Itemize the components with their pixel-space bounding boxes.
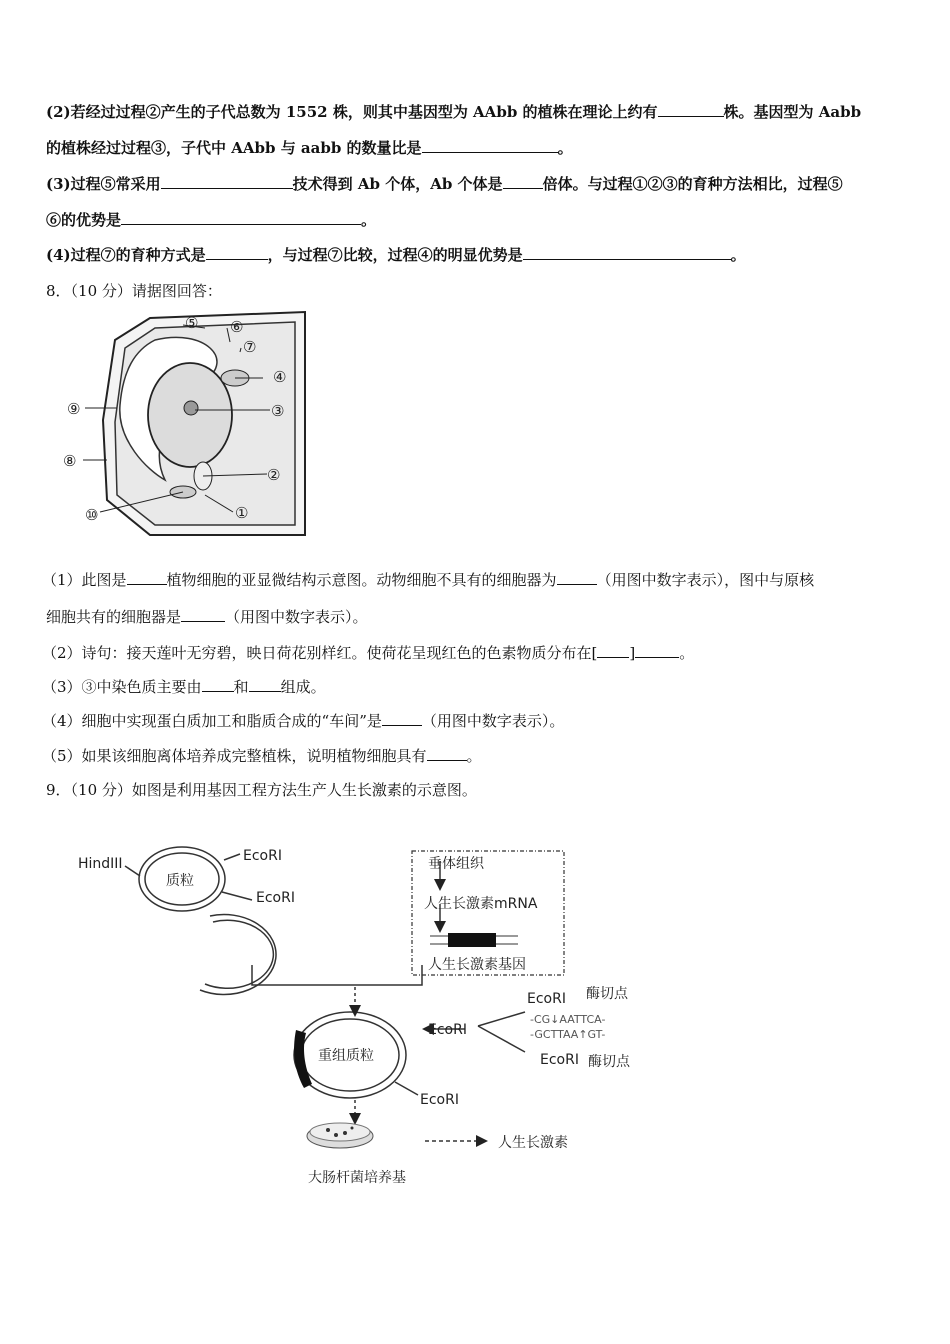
label-1: ① <box>235 504 249 522</box>
q9-title: 9．（10 分）如图是利用基因工程方法生产人生长激素的示意图。 <box>46 781 477 799</box>
gene-engineering-diagram <box>0 830 700 1200</box>
q7-part4 <box>46 245 746 265</box>
answer-blank[interactable] <box>557 570 597 585</box>
inserted-gene <box>294 1030 312 1088</box>
cut-site-label: 酶切点 <box>588 1054 630 1070</box>
answer-blank[interactable] <box>427 746 467 761</box>
label-9: ⑨ <box>67 400 81 418</box>
medium-label: 大肠杆菌培养基 <box>308 1170 406 1186</box>
label-2: ② <box>267 466 281 484</box>
text: 和 <box>233 678 249 696</box>
text: 技术得到 Ab 个体，Ab 个体是 <box>292 175 503 193</box>
answer-blank[interactable] <box>597 643 629 658</box>
text: （用图中数字表示），图中与原核 <box>596 571 815 589</box>
answer-blank[interactable] <box>249 677 281 692</box>
label-8: ⑧ <box>63 452 77 470</box>
text: (2)若经过过程②产生的子代总数为 1552 株，则其中基因型为 AAbb 的植株在理论上约有 <box>46 103 658 121</box>
q8-title: 8．（10 分）请据图回答： <box>46 282 222 300</box>
q7-part3-line1 <box>46 174 843 194</box>
ecori-label: EcoRI <box>527 991 566 1007</box>
answer-blank[interactable] <box>523 245 731 260</box>
pituitary-label: 垂体组织 <box>428 856 484 872</box>
nucleolus <box>184 401 198 415</box>
text: ] <box>629 644 636 662</box>
text: 。 <box>466 747 482 765</box>
gene-segment <box>448 933 496 947</box>
sequence-top: -CG↓AATTCA- <box>530 1013 606 1026</box>
answer-blank[interactable] <box>161 174 293 189</box>
ecori-label: EcoRI <box>540 1052 579 1068</box>
text: 株。基因型为 Aabb <box>723 103 862 121</box>
answer-blank[interactable] <box>658 102 724 117</box>
gene-label: 人生长激素基因 <box>428 957 526 973</box>
text: （3）③中染色质主要由 <box>42 678 202 696</box>
text: （4）细胞中实现蛋白质加工和脂质合成的“车间”是 <box>42 712 382 730</box>
text: (4)过程⑦的育种方式是 <box>46 246 206 264</box>
text: 。 <box>730 246 746 264</box>
q8-sub3 <box>42 677 326 697</box>
label-10: ⑩ <box>85 506 99 524</box>
text: （用图中数字表示）。 <box>421 712 565 730</box>
q8-sub4 <box>42 711 564 731</box>
q7-part3-line2 <box>46 210 376 230</box>
q8-sub1-line1 <box>42 570 814 590</box>
label-4: ④ <box>273 368 287 386</box>
answer-blank[interactable] <box>121 210 361 225</box>
recombinant-plasmid-label: 重组质粒 <box>318 1048 374 1064</box>
answer-blank[interactable] <box>635 643 679 658</box>
text: 细胞共有的细胞器是 <box>46 608 182 626</box>
text: ⑥的优势是 <box>46 211 122 229</box>
text: 的植株经过过程③，子代中 AAbb 与 aabb 的数量比是 <box>46 139 422 157</box>
answer-blank[interactable] <box>181 607 225 622</box>
text: (3)过程⑤常采用 <box>46 175 161 193</box>
q8-sub5 <box>42 746 482 766</box>
ecori-label: EcoRI <box>256 890 295 906</box>
q7-part2-line2 <box>46 138 573 158</box>
product-label: 人生长激素 <box>498 1135 568 1151</box>
q8-sub2 <box>42 643 694 663</box>
text: 植物细胞的亚显微结构示意图。动物细胞不具有的细胞器为 <box>166 571 557 589</box>
ecori-label: EcoRI <box>428 1022 467 1038</box>
answer-blank[interactable] <box>382 711 422 726</box>
answer-blank[interactable] <box>503 174 543 189</box>
text: （用图中数字表示）。 <box>225 608 368 626</box>
ecori-label: EcoRI <box>420 1092 459 1108</box>
mrna-label: 人生长激素mRNA <box>424 896 538 912</box>
q7-part2-line1 <box>46 102 861 122</box>
answer-blank[interactable] <box>127 570 167 585</box>
label-7: ⑦ <box>243 338 257 356</box>
text: 。 <box>679 644 695 662</box>
text: （5）如果该细胞离体培养成完整植株，说明植物细胞具有 <box>42 747 427 765</box>
text: 。 <box>361 211 377 229</box>
cut-site-label: 酶切点 <box>586 986 628 1002</box>
ecori-label: EcoRI <box>243 848 282 864</box>
label-6: ⑥ <box>230 318 244 336</box>
answer-blank[interactable] <box>422 138 558 153</box>
q8-sub1-line2 <box>46 607 368 627</box>
text: 倍体。与过程①②③的育种方法相比，过程⑤ <box>542 175 843 193</box>
label-5: ⑤ <box>185 314 199 332</box>
text: （2）诗句：接天莲叶无穷碧，映日荷花别样红。使荷花呈现红色的色素物质分布在[ <box>42 644 598 662</box>
plasmid-label: 质粒 <box>166 873 194 889</box>
answer-blank[interactable] <box>206 245 268 260</box>
answer-blank[interactable] <box>202 677 234 692</box>
plant-cell-diagram <box>55 300 315 545</box>
sequence-bottom: -GCTTAA↑GT- <box>530 1028 606 1041</box>
hindiii-label: HindIII <box>78 856 123 872</box>
text: 。 <box>557 139 573 157</box>
text: 组成。 <box>280 678 326 696</box>
text: ，与过程⑦比较，过程④的明显优势是 <box>267 246 523 264</box>
text: （1）此图是 <box>42 571 127 589</box>
label-3: ③ <box>271 402 285 420</box>
